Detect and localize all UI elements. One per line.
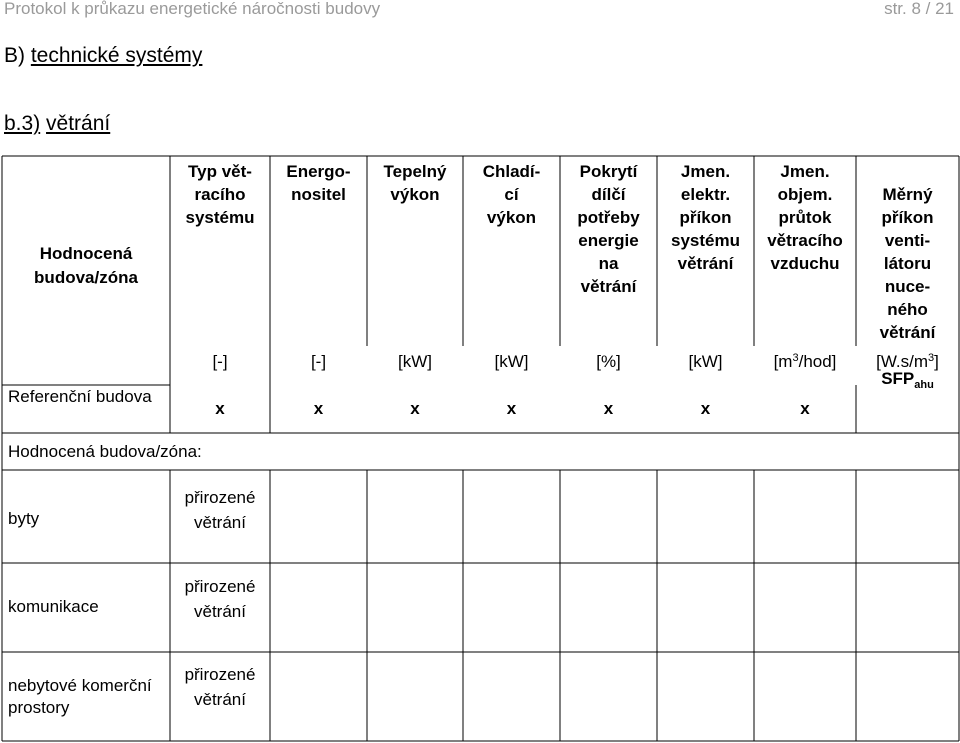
section-prefix: B) <box>4 44 25 67</box>
unit-type: [-] <box>212 352 228 371</box>
unit-electric-input: [kW] <box>688 352 723 371</box>
col-header-coverage: Pokrytí dílčí potřeby energie na větrání <box>577 162 640 296</box>
row-type-nebytove: přirozené větrání <box>184 665 256 709</box>
reference-mark: x <box>506 399 517 418</box>
col-header-cooling-output: Chladí- cí výkon <box>482 162 541 227</box>
col-header-energy-carrier: Energo- nositel <box>286 162 351 204</box>
unit-energy-carrier: [-] <box>310 352 327 371</box>
col-header-specific-fan-power <box>856 160 959 416</box>
section-heading <box>4 44 202 68</box>
col-header-type: Typ vět- racího systému <box>185 162 255 227</box>
unit-cooling-output: [kW] <box>494 352 529 371</box>
row-name-komunikace: komunikace <box>8 597 99 616</box>
reference-mark: x <box>215 399 225 418</box>
unit-volume-flow: $[m^3/hod]$ <box>773 352 837 371</box>
unit-specific-fan-power: $[W.s/m^3]$ <box>876 352 939 371</box>
unit-coverage: [%] <box>596 352 621 371</box>
section-title: technické systémy <box>30 44 203 67</box>
unit-heating-output: [kW] <box>398 352 432 371</box>
subsection-title: větrání <box>46 112 111 135</box>
document-title: Protokol k průkazu energetické náročnosti budovy <box>4 0 381 18</box>
col-header-volume-flow: Jmen. objem. průtok větracího vzduchu <box>767 162 843 273</box>
reference-mark: x <box>700 399 711 418</box>
page-number: str. 8 / 21 <box>884 0 954 18</box>
col-header-electric-input: Jmen. elektr. příkon systému větrání <box>671 162 740 273</box>
row-type-komunikace: přirozené větrání <box>184 577 256 621</box>
zone-caption: Hodnocená budova/zóna: <box>8 442 202 461</box>
reference-mark: x <box>603 399 614 418</box>
col-header-sfp-text: Měrný příkon venti- látoru nuce- ného větrání <box>879 185 936 342</box>
subsection-prefix: b.3) <box>4 112 41 135</box>
subsection-heading <box>4 112 110 136</box>
reference-mark: x <box>313 399 324 418</box>
row-name-nebytove: nebytové komerční prostory <box>8 676 152 717</box>
sfp-label: $SFP_{ahu}$ <box>881 369 934 391</box>
row-name-byty: byty <box>8 509 40 528</box>
evaluated-building-label: Hodnocená budova/zóna <box>34 244 138 287</box>
reference-mark: x <box>800 399 810 418</box>
row-type-byty: přirozené větrání <box>184 488 256 532</box>
col-header-heating-output: Tepelný výkon <box>383 162 447 204</box>
reference-mark: x <box>410 399 420 418</box>
reference-building-label: Referenční budova <box>8 387 152 406</box>
